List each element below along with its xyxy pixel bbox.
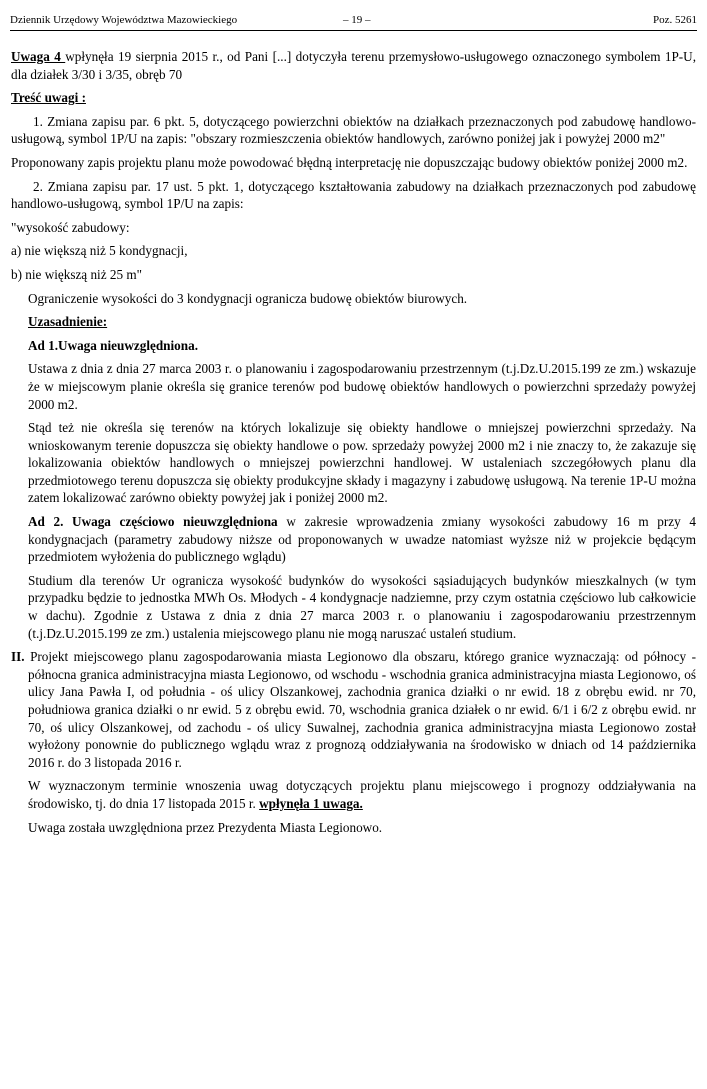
height-quote-line: "wysokość zabudowy: — [11, 219, 130, 235]
change-1-paragraph: 1. Zmiana zapisu par. 6 pkt. 5, dotyczącego powierzchni obiektów na działkach przeznaczonych pod zabudowę handlowo-usługową, symbol 1P/U na zapis: "obszary rozmieszczenia obiektów handlowych, zarówno poniżej jak i powyżej 2000 m2" — [11, 113, 696, 147]
remark-content-heading — [11, 89, 696, 107]
ad-2-heading: Ad 2. Uwaga częściowo nieuwzględniona — [28, 514, 278, 530]
height-option-b: b) nie większą niż 25 m" — [11, 266, 142, 282]
justification-heading — [28, 313, 696, 331]
ad-1-heading: Ad 1.Uwaga nieuwzględniona. — [28, 337, 198, 353]
page-number: – 19 – — [343, 14, 371, 26]
section-ii-paragraph — [11, 648, 696, 771]
ad-1-act-paragraph: Ustawa z dnia z dnia 27 marca 2003 r. o planowaniu i zagospodarowaniu przestrzennym (t.j.Dz.U.2015.199 ze zm.) wskazuje że w miejscowym planie określa się granice terenów pod budowę obiektów handlowych o powierzchni sprzedaży powyżej 2000 m2. — [28, 361, 696, 412]
deadline-text: W wyznaczonym terminie wnoszenia uwag dotyczących projektu planu miejscowego i prognozy oddziaływania na środowisko, tj. do dnia 17 listopada 2015 r. — [28, 778, 696, 811]
remark-4-text: wpłynęła 19 sierpnia 2015 r., od Pani [...] dotyczyła terenu przemysłowo-usługowego oznaczonego symbolem 1P-U, dla działek 3/30 i 3/35, obręb 70 — [11, 49, 696, 82]
journal-title: Dziennik Urzędowy Województwa Mazowieckiego — [10, 14, 238, 26]
ad-2-paragraph — [28, 513, 696, 566]
section-ii-number: II. — [11, 649, 25, 665]
final-paragraph: Uwaga została uwzględniona przez Prezydenta Miasta Legionowo. — [28, 819, 383, 835]
study-paragraph: Studium dla terenów Ur ogranicza wysokość budynków do wysokości sąsiadujących budynków mieszkalnych (w tym przypadku będzie to jednostka MWh Os. Młodych - 4 kondygnacje nadziemne, przy czym ostatnia częściowo lub całkowicie w dachu). Zgodnie z Ustawa z dnia z dnia 27 marca 2003 r. o planowaniu i zagospodarowaniu przestrzennym (t.j.Dz.U.2015.199 ze zm.) ustalenia miejscowego planu nie mogą naruszać ustaleń studium. — [28, 572, 696, 641]
document-body — [11, 48, 696, 842]
remark-4-label: Uwaga 4 — [11, 49, 66, 64]
height-limit-paragraph: Ograniczenie wysokości do 3 kondygnacji ogranicza budowę obiektów biurowych. — [28, 290, 468, 306]
change-2-paragraph: 2. Zmiana zapisu par. 17 ust. 5 pkt. 1, dotyczącego kształtowania zabudowy na działkach przeznaczonych pod zabudowę handlowo-usługową, symbol 1P/U na zapis: — [11, 178, 696, 212]
height-option-a: a) nie większą niż 5 kondygnacji, — [11, 243, 188, 259]
ad-2-text: w zakresie wprowadzenia zmiany wysokości zabudowy 16 m przy 4 kondygnacjach (parametry zabudowy niższe od proponowanych w uwadze natomiast wyższe niż w projekcie będącym przedmiotem wyłożenia do publicznego wglądu) — [28, 514, 696, 565]
deadline-paragraph — [28, 777, 696, 812]
proposal-paragraph: Proponowany zapis projektu planu może powodować błędną interpretację nie dopuszczając budowy obiektów poniżej 2000 m2. — [11, 154, 688, 170]
justification-label: Uzasadnienie: — [28, 314, 108, 330]
page-header — [10, 14, 697, 31]
remark-content-label: Treść uwagi : — [11, 90, 86, 106]
remarks-count: wpłynęła 1 uwaga. — [259, 795, 363, 811]
remark-4-paragraph — [11, 48, 696, 83]
section-ii-text: Projekt miejscowego planu zagospodarowania miasta Legionowo dla obszaru, którego granice wyznaczają: od północy - północna granica administracyjna miasta Legionowo, od wschodu - wschodnia granica administracyjna miasta Legionowo, oś ulicy Jana Pawła I, od południa - oś ulicy Olszankowej, zachodnia granica działki o nr ewid. 18 z obrębu ewid. nr 70, południowa granica działki o nr ewid. 5 z obrębu ewid. 70, wschodnia granica działek o nr ewid. 6/1 i 6/2 z obrębu ewid. nr 70, oś ulicy Olszankowej, od zachodu - oś ulicy Suwalnej, zachodnia granica administracyjna miasta Legionowo został wyłożony ponownie do publicznego wglądu wraz z prognozą oddziaływania na środowisko w dniach od 14 października 2016 r. do 3 listopada 2016 r. — [24, 649, 696, 770]
ad-1-explanation-paragraph: Stąd też nie określa się terenów na których lokalizuje się obiekty handlowe o mniejszej powierzchni sprzedaży. Na wnioskowanym terenie dopuszcza się obiekty handlowe o pow. sprzedaży powyżej 2000 m2 i nie znaczy to, że zakazuje się lokalizowania obiektów handlowych o mniejszej powierzchni handlowej. W ustaleniach szczegółowych planu dla przedmiotowego terenu dopuszcza się obiekty produkcyjne składy i magazyny i zabudowę usługową. Na terenie 1P-U można zatem lokalizować zarówno obiekty powyżej jak i poniżej 2000 m2. — [28, 420, 696, 506]
position-number: Poz. 5261 — [653, 14, 697, 26]
